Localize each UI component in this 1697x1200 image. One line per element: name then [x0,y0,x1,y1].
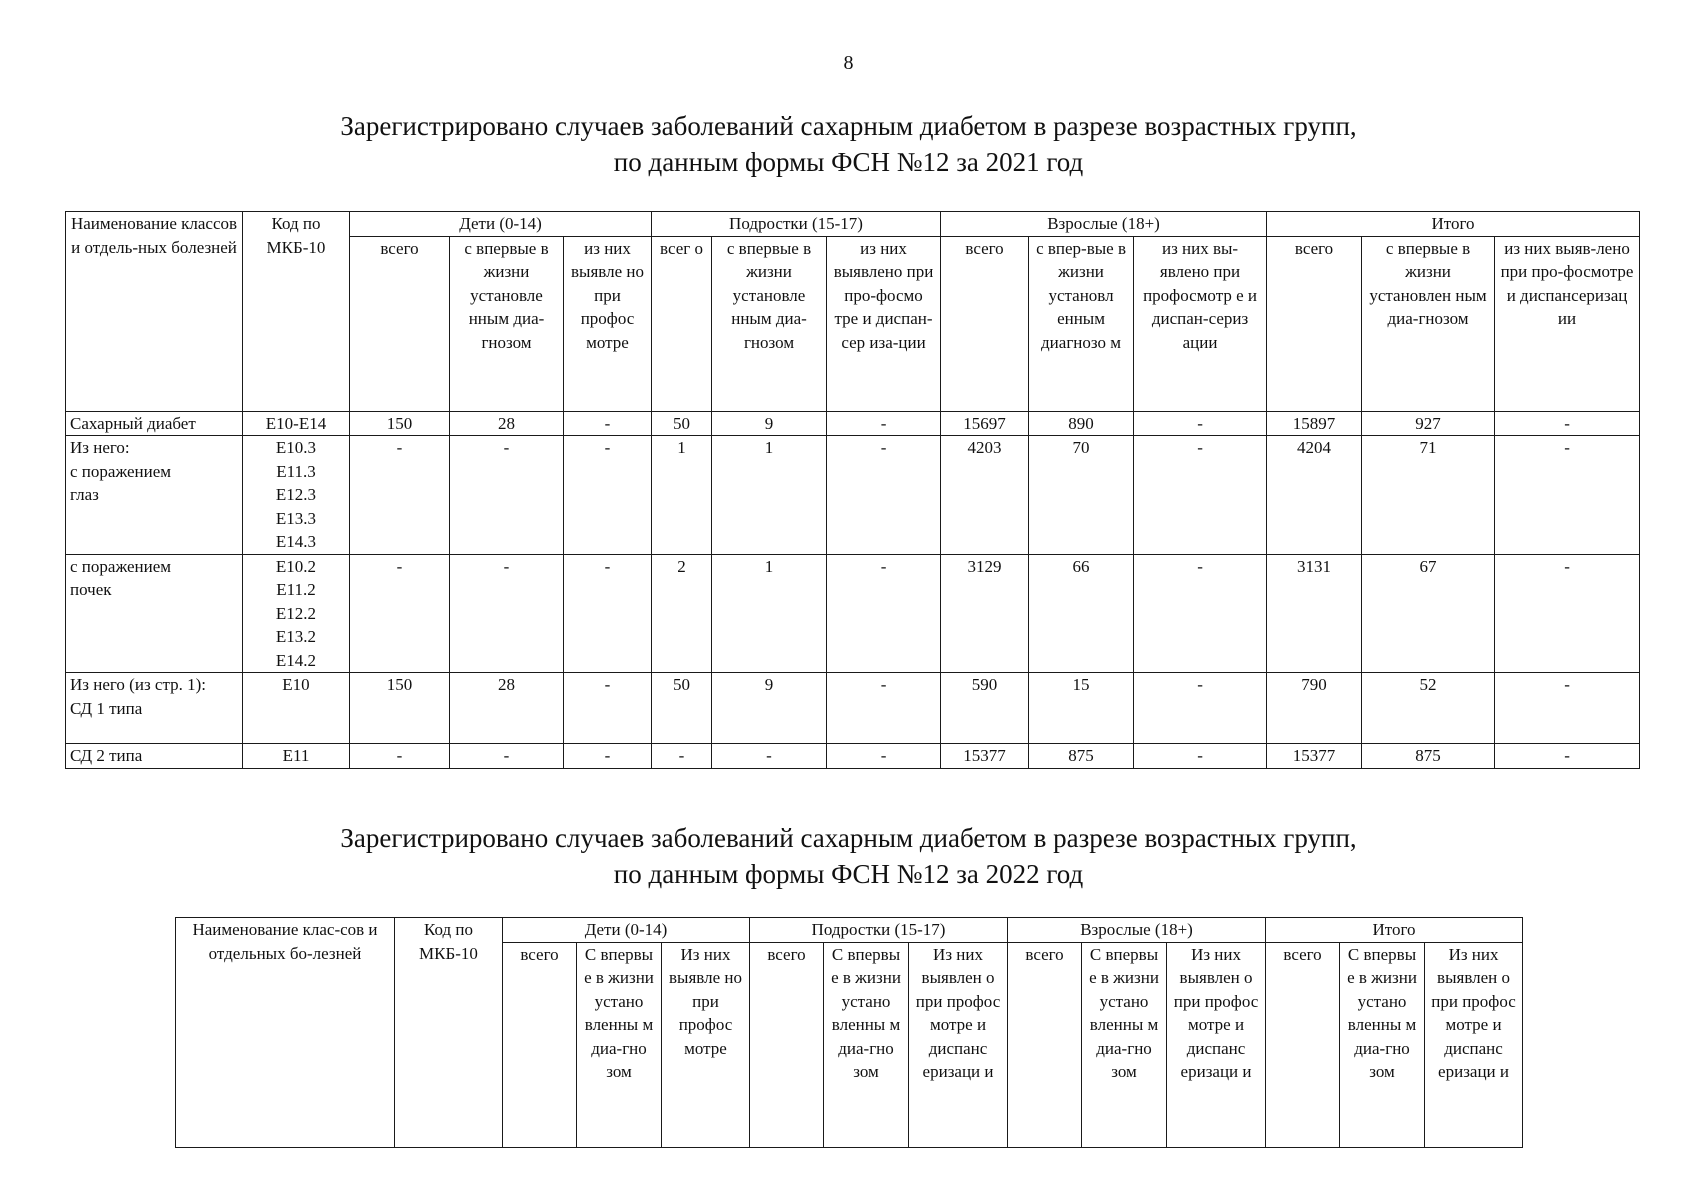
table-cell: - [1495,411,1640,436]
table-row [66,744,1640,769]
table-cell: 15897 [1267,411,1362,436]
table-cell: 9 [712,411,827,436]
table-cell: - [1134,411,1267,436]
subheader-cell: Из них выявлен о при профос мотре и диспанс еризаци и [909,942,1008,1147]
table-row [66,554,1640,673]
table-cell: 1 [652,436,712,555]
table-title-2021 [0,108,1697,180]
table-cell: - [1495,436,1640,555]
table-cell: 15377 [1267,744,1362,769]
header-children: Дети (0-14) [350,212,652,237]
header-icd-code: Код по МКБ-10 [395,918,503,1148]
row-name: СД 2 типа [66,744,243,769]
table-cell: - [827,744,941,769]
table-cell: 66 [1029,554,1134,673]
subheader-cell: всег о [652,236,712,411]
table-cell: - [1495,673,1640,744]
subheader-cell: из них выяв-лено при про-фосмотре и диспансеризац ии [1495,236,1640,411]
table-cell: 890 [1029,411,1134,436]
header-disease-name: Наименование классов и отдель-ных болезней [66,212,243,412]
table-cell: 50 [652,673,712,744]
table-cell: 1 [712,554,827,673]
table-cell: - [350,436,450,555]
header-adults: Взрослые (18+) [1008,918,1266,943]
title-line-2: по данным формы ФСН №12 за 2021 год [613,147,1084,177]
subheader-cell: всего [503,942,577,1147]
table-cell: 28 [450,673,564,744]
table-cell: - [712,744,827,769]
title-line-1: Зарегистрировано случаев заболеваний сахарным диабетом в разрезе возрастных групп, [340,111,1357,141]
subheader-cell: всего [941,236,1029,411]
table-cell: 9 [712,673,827,744]
table-cell: 150 [350,673,450,744]
table-cell: 875 [1362,744,1495,769]
subheader-cell: Из них выявлен о при профос мотре и диспанс еризаци и [1167,942,1266,1147]
row-code: E10-E14 [243,411,350,436]
table-cell: - [827,436,941,555]
table-cell: 15697 [941,411,1029,436]
table-cell: - [1495,744,1640,769]
table-cell: 3129 [941,554,1029,673]
table-cell: 52 [1362,673,1495,744]
row-name: Из него: с поражением глаз [66,436,243,555]
table-cell: 50 [652,411,712,436]
diabetes-table-2021 [65,211,1640,769]
table-cell: 875 [1029,744,1134,769]
table-cell: - [450,436,564,555]
table-cell: 2 [652,554,712,673]
table-cell: 927 [1362,411,1495,436]
subheader-cell: с впервые в жизни установле нным диа-гнозом [712,236,827,411]
subheader-cell: всего [1267,236,1362,411]
table-row [66,436,1640,555]
table-cell: - [652,744,712,769]
header-adults: Взрослые (18+) [941,212,1267,237]
table-title-2022 [0,820,1697,892]
row-code: E10.2 E11.2 E12.2 E13.2 E14.2 [243,554,350,673]
table-cell: - [564,554,652,673]
table-cell: 15 [1029,673,1134,744]
header-total: Итого [1267,212,1640,237]
subheader-cell: С впервы е в жизни устано вленны м диа-гно зом [1340,942,1425,1147]
row-name: Из него (из стр. 1): СД 1 типа [66,673,243,744]
table-cell: 590 [941,673,1029,744]
subheader-cell: с впер-вые в жизни установл енным диагнозо м [1029,236,1134,411]
table-cell: 70 [1029,436,1134,555]
row-code: E11 [243,744,350,769]
table-cell: - [1495,554,1640,673]
subheader-cell: из них выявле но при профос мотре [564,236,652,411]
header-teens: Подростки (15-17) [652,212,941,237]
header-total: Итого [1266,918,1523,943]
header-children: Дети (0-14) [503,918,750,943]
table-cell: - [827,411,941,436]
subheader-cell: всего [750,942,824,1147]
header-icd-code: Код по МКБ-10 [243,212,350,412]
table-cell: - [827,673,941,744]
table-cell: 1 [712,436,827,555]
subheader-cell: С впервы е в жизни устано вленны м диа-гно зом [824,942,909,1147]
table-cell: 67 [1362,554,1495,673]
table-cell: - [1134,436,1267,555]
title-line-2: по данным формы ФСН №12 за 2022 год [613,859,1084,889]
title-line-1: Зарегистрировано случаев заболеваний сахарным диабетом в разрезе возрастных групп, [340,823,1357,853]
subheader-cell: с впервые в жизни установле нным диа-гнозом [450,236,564,411]
subheader-cell: с впервые в жизни установлен ным диа-гнозом [1362,236,1495,411]
header-teens: Подростки (15-17) [750,918,1008,943]
table-cell: 4204 [1267,436,1362,555]
table-cell: - [827,554,941,673]
table-cell: 28 [450,411,564,436]
subheader-cell: всего [1008,942,1082,1147]
table-cell: - [350,744,450,769]
table-cell: - [450,744,564,769]
subheader-cell: С впервы е в жизни устано вленны м диа-гно зом [1082,942,1167,1147]
table-cell: - [564,673,652,744]
row-code: E10.3 E11.3 E12.3 E13.3 E14.3 [243,436,350,555]
table-row [66,411,1640,436]
table-cell: 3131 [1267,554,1362,673]
table-cell: 790 [1267,673,1362,744]
table-cell: 71 [1362,436,1495,555]
table-cell: - [564,744,652,769]
subheader-cell: всего [350,236,450,411]
header-disease-name: Наименование клас-сов и отдельных бо-лезней [176,918,395,1148]
subheader-cell: С впервы е в жизни устано вленны м диа-гно зом [577,942,662,1147]
table-cell: - [450,554,564,673]
subheader-cell: всего [1266,942,1340,1147]
row-name: Сахарный диабет [66,411,243,436]
subheader-cell: из них вы-явлено при профосмотр е и диспан-сериз ации [1134,236,1267,411]
page-number: 8 [843,52,854,74]
table-cell: 4203 [941,436,1029,555]
table-cell: - [1134,744,1267,769]
subheader-cell: из них выявлено при про-фосмо тре и диспан-сер иза-ции [827,236,941,411]
table-cell: 15377 [941,744,1029,769]
subheader-cell: Из них выявлен о при профос мотре и диспанс еризаци и [1425,942,1523,1147]
subheader-cell: Из них выявле но при профос мотре [662,942,750,1147]
table-cell: 150 [350,411,450,436]
row-name: с поражением почек [66,554,243,673]
table-cell: - [1134,673,1267,744]
diabetes-table-2022 [175,917,1523,1148]
table-cell: - [564,411,652,436]
row-code: E10 [243,673,350,744]
table-row [66,673,1640,744]
table-cell: - [350,554,450,673]
table-cell: - [564,436,652,555]
table-cell: - [1134,554,1267,673]
